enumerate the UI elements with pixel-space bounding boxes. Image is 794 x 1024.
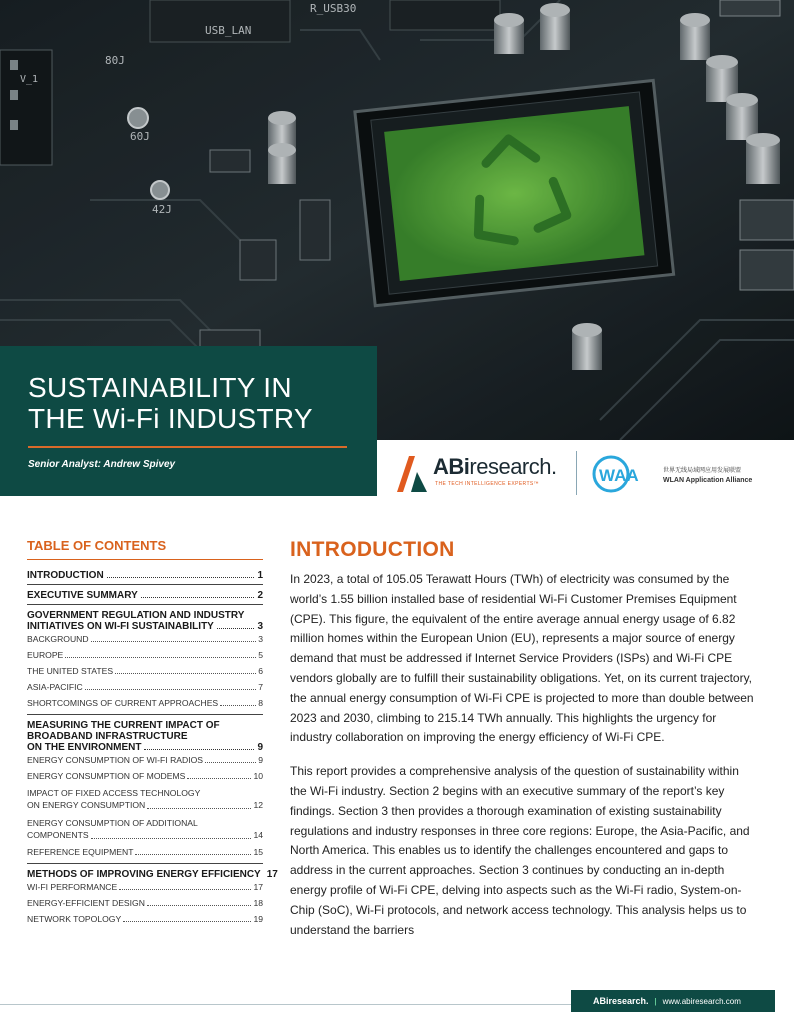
footer-url[interactable]: www.abiresearch.com xyxy=(662,996,741,1006)
toc-subentry-network-topology[interactable]: NETWORK TOPOLOGY 19 xyxy=(27,914,263,924)
waa-english-name: WLAN Application Alliance xyxy=(663,477,753,484)
toc-subentry-shortcomings[interactable]: SHORTCOMINGS OF CURRENT APPROACHES 8 xyxy=(27,698,263,708)
toc-entry-government-regulation[interactable]: GOVERNMENT REGULATION AND INDUSTRY INITIATIVES ON WI-FI SUSTAINABILITY 3 xyxy=(27,610,263,632)
toc-subentry-modems[interactable]: ENERGY CONSUMPTION OF MODEMS 10 xyxy=(27,771,263,781)
toc-subentry-fixed-access[interactable]: IMPACT OF FIXED ACCESS TECHNOLOGY ON ENERGY CONSUMPTION 12 xyxy=(27,788,263,810)
svg-text:80J: 80J xyxy=(105,54,125,67)
introduction-section xyxy=(290,538,754,954)
svg-text:42J: 42J xyxy=(152,203,172,216)
introduction-paragraph-2: This report provides a comprehensive analysis of the question of sustainability within the Wi-Fi industry. Section 2 begins with an executive summary of the report’s key findings. Section 3 then provides a thorough examination of existing sustainability regulations and industry responses in three core regions: Europe, the Asia-Pacific, and North America. This enables us to identify the challenges encountered and gaps to address in the current approaches. Section 3 continues by conducting an in-depth energy profile of Wi-Fi CPE, delving into aspects such as the Wi-Fi radio, System-on-Chip (SoC), Wi-Fi protocols, and network access technology. This analysis helps us to understand the barriers xyxy=(290,764,750,937)
toc-title: TABLE OF CONTENTS xyxy=(27,538,167,553)
logo-divider xyxy=(576,451,577,495)
toc-subentry-background[interactable]: BACKGROUND 3 xyxy=(27,634,263,644)
svg-text:V_1: V_1 xyxy=(20,74,39,85)
footer-divider: | xyxy=(654,996,657,1006)
report-title xyxy=(28,372,368,434)
partner-logos xyxy=(395,446,775,498)
toc-subentry-wifi-performance[interactable]: WI-FI PERFORMANCE 17 xyxy=(27,882,263,892)
waa-logo-icon xyxy=(591,454,657,494)
toc-subentry-europe[interactable]: EUROPE 5 xyxy=(27,650,263,660)
toc-title-underline xyxy=(27,559,263,560)
toc-subentry-asia-pacific[interactable]: ASIA-PACIFIC 7 xyxy=(27,682,263,692)
abi-tagline: THE TECH INTELLIGENCE EXPERTS™ xyxy=(435,481,540,487)
footer-rule xyxy=(0,1004,571,1005)
table-of-contents xyxy=(27,538,278,930)
toc-entry-introduction[interactable]: INTRODUCTION 1 xyxy=(27,570,263,581)
abi-research-logo-icon xyxy=(395,454,429,494)
toc-separator xyxy=(27,863,263,864)
toc-subentry-reference-equipment[interactable]: REFERENCE EQUIPMENT 15 xyxy=(27,847,263,857)
toc-subentry-united-states[interactable]: THE UNITED STATES 6 xyxy=(27,666,263,676)
abi-research-wordmark: ABiresearch. xyxy=(433,454,557,479)
toc-entry-measuring-impact[interactable]: MEASURING THE CURRENT IMPACT OF BROADBAND INFRASTRUCTURE ON THE ENVIRONMENT 9 xyxy=(27,720,263,753)
toc-separator xyxy=(27,714,263,715)
toc-subentry-energy-efficient-design[interactable]: ENERGY-EFFICIENT DESIGN 18 xyxy=(27,898,263,908)
toc-subentry-wifi-radios[interactable]: ENERGY CONSUMPTION OF WI-FI RADIOS 9 xyxy=(27,755,263,765)
svg-text:R_USB30: R_USB30 xyxy=(310,2,357,15)
introduction-paragraph-1: In 2023, a total of 105.05 Terawatt Hours (TWh) of electricity was consumed by the world’s 1.55 billion installed base of residential Wi-Fi Customer Premises Equipment (CPE). This figure, the equivalent of the entire average annual energy usage of 6.82 million homes within the European Union (EU), represents a major source of energy demand that must be addressed if Internet Service Providers (ISPs) and Wi-Fi CPE vendors globally are to fulfill their sustainability obligations. Yet, on its current trajectory, the annual energy consumption of Wi-Fi CPE is projected to more than double between 2023 and 2030, climbing to 215.14 TWh annually. This highlights the urgency for industry collaboration on improving the energy efficiency of Wi-Fi CPE. xyxy=(290,572,754,745)
analyst-credit: Senior Analyst: Andrew Spivey xyxy=(28,459,176,470)
title-divider xyxy=(28,446,347,448)
footer-brand: ABiresearch. xyxy=(593,996,649,1006)
footer-bar xyxy=(571,990,775,1012)
toc-subentry-additional-components[interactable]: ENERGY CONSUMPTION OF ADDITIONAL COMPONENTS 14 xyxy=(27,818,263,840)
toc-separator xyxy=(27,604,263,605)
introduction-heading: INTRODUCTION xyxy=(290,538,455,561)
svg-text:USB_LAN: USB_LAN xyxy=(205,24,252,37)
title-line-2: THE Wi-Fi INDUSTRY xyxy=(28,403,313,434)
waa-chinese-name: 世界无线局域网应用发展联盟 xyxy=(663,468,742,474)
toc-entry-executive-summary[interactable]: EXECUTIVE SUMMARY 2 xyxy=(27,590,263,601)
svg-text:60J: 60J xyxy=(130,130,150,143)
toc-entry-methods[interactable]: METHODS OF IMPROVING ENERGY EFFICIENCY 17 xyxy=(27,869,278,880)
svg-text:WAA: WAA xyxy=(599,466,639,485)
toc-separator xyxy=(27,584,263,585)
title-line-1: SUSTAINABILITY IN xyxy=(28,372,292,403)
